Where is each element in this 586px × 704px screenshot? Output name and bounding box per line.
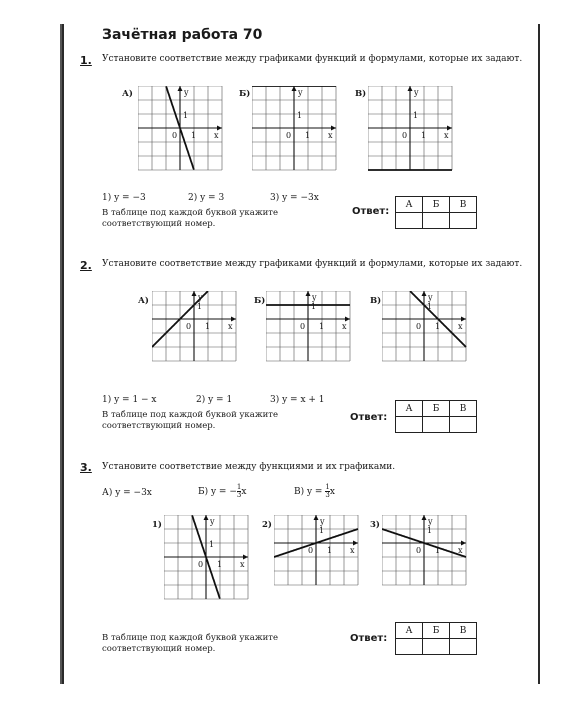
task-2-text: Установите соответствие между графиками функций и формулами, которые их задают. xyxy=(102,259,523,269)
answer-cell-c[interactable] xyxy=(450,639,477,655)
y-axis-label: y xyxy=(210,517,215,526)
answer-header-b: Б xyxy=(423,197,450,213)
y-unit-label: 1 xyxy=(311,302,317,311)
task-1-option-3: 3) y = −3x xyxy=(270,193,319,203)
y-axis-label: y xyxy=(298,88,303,97)
task-1-graph-c-label: В) xyxy=(355,89,367,99)
task-3-function-c-var: x xyxy=(329,487,335,497)
y-axis-arrow xyxy=(408,86,413,91)
answer-header-a: А xyxy=(396,197,423,213)
origin-label: 0 xyxy=(198,560,204,569)
task-3-function-b-text: Б) y = − xyxy=(198,487,237,497)
x-axis-arrow xyxy=(353,541,358,546)
task-3-function-a xyxy=(102,488,152,498)
answer-header-a: А xyxy=(396,401,423,417)
x-unit-label: 1 xyxy=(319,322,325,331)
origin-label: 0 xyxy=(172,131,178,140)
y-axis-arrow xyxy=(204,515,209,520)
task-3-graph-2-label: 2) xyxy=(262,520,272,530)
task-1-graph-b xyxy=(252,86,338,172)
x-axis-arrow xyxy=(331,126,336,131)
y-axis-arrow xyxy=(422,291,427,296)
y-axis-label: y xyxy=(320,517,325,526)
answer-cell-b[interactable] xyxy=(423,213,450,229)
x-axis-label: x xyxy=(214,131,219,140)
fraction-numerator: 1 xyxy=(236,483,242,491)
y-axis-arrow xyxy=(306,291,311,296)
task-3-graph-1 xyxy=(164,515,250,601)
y-unit-label: 1 xyxy=(197,302,203,311)
y-axis-label: y xyxy=(312,293,317,302)
y-axis-arrow xyxy=(314,515,319,520)
answer-cell-a[interactable] xyxy=(396,639,423,655)
task-3-function-c-text: В) y = xyxy=(294,487,326,497)
fraction-denominator: 3 xyxy=(325,491,330,499)
task-2-graph-a-label: А) xyxy=(138,296,149,306)
task-1-text: Установите соответствие между графиками функций и формулами, которые их задают. xyxy=(102,54,523,64)
task-1-graph-c xyxy=(368,86,454,172)
x-axis-label: x xyxy=(444,131,449,140)
task-2-answer-label: Ответ: xyxy=(350,412,388,423)
task-3-answer-label: Ответ: xyxy=(350,633,388,644)
origin-label: 0 xyxy=(402,131,408,140)
task-1-graph-b-label: Б) xyxy=(239,89,251,99)
origin-label: 0 xyxy=(186,322,192,331)
y-axis-label: y xyxy=(414,88,419,97)
x-axis-arrow xyxy=(217,126,222,131)
y-axis-arrow xyxy=(178,86,183,91)
y-axis-label: y xyxy=(184,88,189,97)
answer-cell-c[interactable] xyxy=(450,213,477,229)
y-unit-label: 1 xyxy=(319,526,325,535)
answer-cell-b[interactable] xyxy=(423,417,450,433)
task-1-graph-a xyxy=(138,86,224,172)
y-axis-label: y xyxy=(428,517,433,526)
x-unit-label: 1 xyxy=(421,131,427,140)
x-axis-arrow xyxy=(447,126,452,131)
task-3-text: Установите соответствие между функциями и их графиками. xyxy=(102,462,396,472)
x-unit-label: 1 xyxy=(327,546,333,555)
y-axis-label: y xyxy=(198,293,203,302)
x-axis-arrow xyxy=(243,555,248,560)
fraction-denominator: 3 xyxy=(236,491,242,499)
x-axis-label: x xyxy=(328,131,333,140)
task-3-number: 3. xyxy=(80,461,92,474)
y-axis-arrow xyxy=(422,515,427,520)
y-unit-label: 1 xyxy=(427,302,433,311)
answer-header-a: А xyxy=(396,623,423,639)
task-3-graph-3 xyxy=(382,515,468,591)
task-2-option-3: 3) y = x + 1 xyxy=(270,395,325,405)
task-3-function-a-text: А) y = −3x xyxy=(102,488,152,498)
x-axis-arrow xyxy=(345,317,350,322)
x-unit-label: 1 xyxy=(191,131,197,140)
task-1-answer-label: Ответ: xyxy=(352,206,390,217)
task-2-graph-b-label: Б) xyxy=(254,296,266,306)
task-3-function-b xyxy=(198,484,246,499)
origin-label: 0 xyxy=(286,131,292,140)
answer-cell-a[interactable] xyxy=(396,417,423,433)
task-3-graph-1-label: 1) xyxy=(152,520,162,530)
answer-header-c: В xyxy=(450,401,477,417)
x-axis-label: x xyxy=(350,546,355,555)
task-1-option-1: 1) y = −3 xyxy=(102,193,146,203)
x-axis-arrow xyxy=(231,317,236,322)
task-2-graph-c-label: В) xyxy=(370,296,382,306)
x-axis-label: x xyxy=(458,322,463,331)
task-3-answer-table xyxy=(395,622,477,655)
x-unit-label: 1 xyxy=(435,322,441,331)
x-axis-label: x xyxy=(240,560,245,569)
x-axis-arrow xyxy=(461,541,466,546)
answer-header-b: Б xyxy=(423,401,450,417)
answer-header-b: Б xyxy=(423,623,450,639)
y-unit-label: 1 xyxy=(413,111,419,120)
task-1-number: 1. xyxy=(80,54,92,67)
task-2-note: В таблице под каждой буквой укажите соответствующий номер. xyxy=(102,410,279,431)
x-axis-arrow xyxy=(461,317,466,322)
task-2-option-1: 1) y = 1 − x xyxy=(102,395,157,405)
y-unit-label: 1 xyxy=(209,540,215,549)
y-unit-label: 1 xyxy=(297,111,303,120)
x-unit-label: 1 xyxy=(305,131,311,140)
task-1-graph-a-label: А) xyxy=(122,89,133,99)
x-axis-label: x xyxy=(458,546,463,555)
answer-header-c: В xyxy=(450,197,477,213)
task-2-graph-b xyxy=(266,291,352,367)
answer-cell-a[interactable] xyxy=(396,213,423,229)
x-axis-label: x xyxy=(228,322,233,331)
task-2-option-2: 2) y = 1 xyxy=(196,395,233,405)
task-3-function-c xyxy=(294,484,335,499)
x-axis-label: x xyxy=(342,322,347,331)
x-unit-label: 1 xyxy=(205,322,211,331)
origin-label: 0 xyxy=(308,546,314,555)
task-1-note: В таблице под каждой буквой укажите соответствующий номер. xyxy=(102,208,279,229)
task-2-graph-c xyxy=(382,291,468,367)
task-2-graph-a xyxy=(152,291,238,367)
origin-label: 0 xyxy=(416,322,422,331)
x-unit-label: 1 xyxy=(435,546,441,555)
task-1-option-2: 2) y = 3 xyxy=(188,193,225,203)
x-unit-label: 1 xyxy=(217,560,223,569)
task-3-function-b-var: x xyxy=(241,487,247,497)
answer-cell-b[interactable] xyxy=(423,639,450,655)
y-axis-arrow xyxy=(192,291,197,296)
answer-header-c: В xyxy=(450,623,477,639)
y-unit-label: 1 xyxy=(183,111,189,120)
page-title: Зачётная работа 70 xyxy=(102,27,263,43)
task-3-graph-3-label: 3) xyxy=(370,520,380,530)
task-2-answer-table xyxy=(395,400,477,433)
task-3-graph-2 xyxy=(274,515,360,591)
task-3-note: В таблице под каждой буквой укажите соответствующий номер. xyxy=(102,633,279,654)
fraction-numerator: 1 xyxy=(325,483,330,491)
task-2-number: 2. xyxy=(80,259,92,272)
y-unit-label: 1 xyxy=(427,526,433,535)
task-1-answer-table xyxy=(395,196,477,229)
origin-label: 0 xyxy=(416,546,422,555)
answer-cell-c[interactable] xyxy=(450,417,477,433)
y-axis-label: y xyxy=(428,293,433,302)
origin-label: 0 xyxy=(300,322,306,331)
